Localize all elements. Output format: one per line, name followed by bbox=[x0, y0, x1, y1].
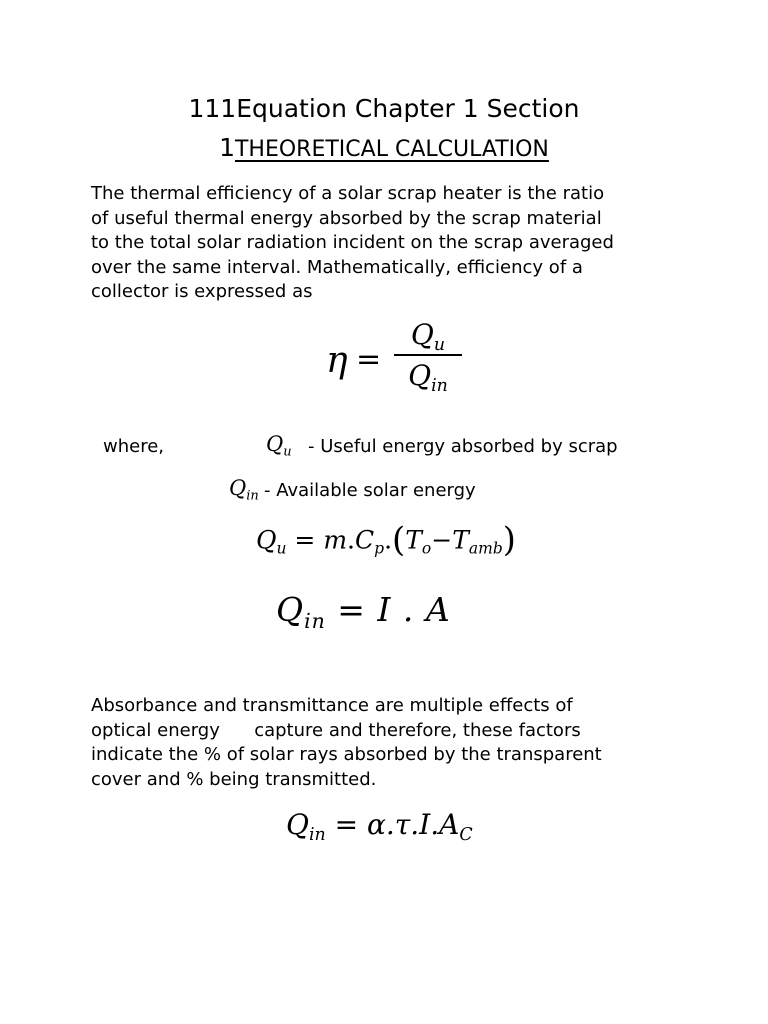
paragraph-line: over the same interval. Mathematically, efficiency of a bbox=[91, 256, 583, 278]
qu-symbol: $Q_u$ bbox=[266, 432, 292, 460]
available-energy-equation: $Q_{in} = I$ . A bbox=[276, 590, 451, 634]
paragraph-line: indicate the % of solar rays absorbed by the transparent bbox=[91, 744, 602, 765]
absorbance-paragraph bbox=[91, 694, 691, 792]
paragraph-line: Absorbance and transmittance are multiple effects of bbox=[91, 695, 573, 716]
equals-sign: = bbox=[356, 342, 382, 377]
heading-prefix: 1 bbox=[219, 133, 235, 162]
fraction bbox=[392, 318, 464, 406]
paragraph-line: cover and % being transmitted. bbox=[91, 768, 377, 790]
fraction-denominator: $Q_{in}$ bbox=[408, 358, 448, 396]
where-label: where, bbox=[103, 436, 165, 457]
heading-line-1 bbox=[0, 94, 768, 124]
qu-description: - Useful energy absorbed by scrap bbox=[308, 436, 618, 457]
efficiency-equation bbox=[326, 318, 456, 400]
heading-line-2 bbox=[0, 133, 768, 165]
paragraph-line: The thermal efficiency of a solar scrap heater is the ratio bbox=[91, 183, 605, 204]
qin-symbol: $Q_{in}$ bbox=[229, 476, 259, 504]
heading-equation-chapter: 111Equation Chapter 1 Section bbox=[188, 94, 580, 123]
absorbed-energy-equation: $Q_{in} = \alpha.\tau.I.A_C$ bbox=[286, 808, 473, 846]
intro-paragraph bbox=[91, 182, 691, 305]
paragraph-line: to the total solar radiation incident on the scrap averaged bbox=[91, 232, 614, 253]
paragraph-line: collector is expressed as bbox=[91, 281, 313, 302]
eta-symbol: η bbox=[326, 340, 348, 381]
fraction-numerator: $Q_u$ bbox=[410, 318, 446, 356]
qin-description: - Available solar energy bbox=[264, 480, 476, 501]
paragraph-line: of useful thermal energy absorbed by the scrap material bbox=[91, 207, 602, 229]
useful-energy-equation: $Q_u = m.C_p.(T_o-T_{amb})$ bbox=[256, 520, 516, 559]
section-title: THEORETICAL CALCULATION bbox=[234, 137, 549, 162]
paragraph-line: optical energy capture and therefore, these factors bbox=[91, 719, 581, 741]
